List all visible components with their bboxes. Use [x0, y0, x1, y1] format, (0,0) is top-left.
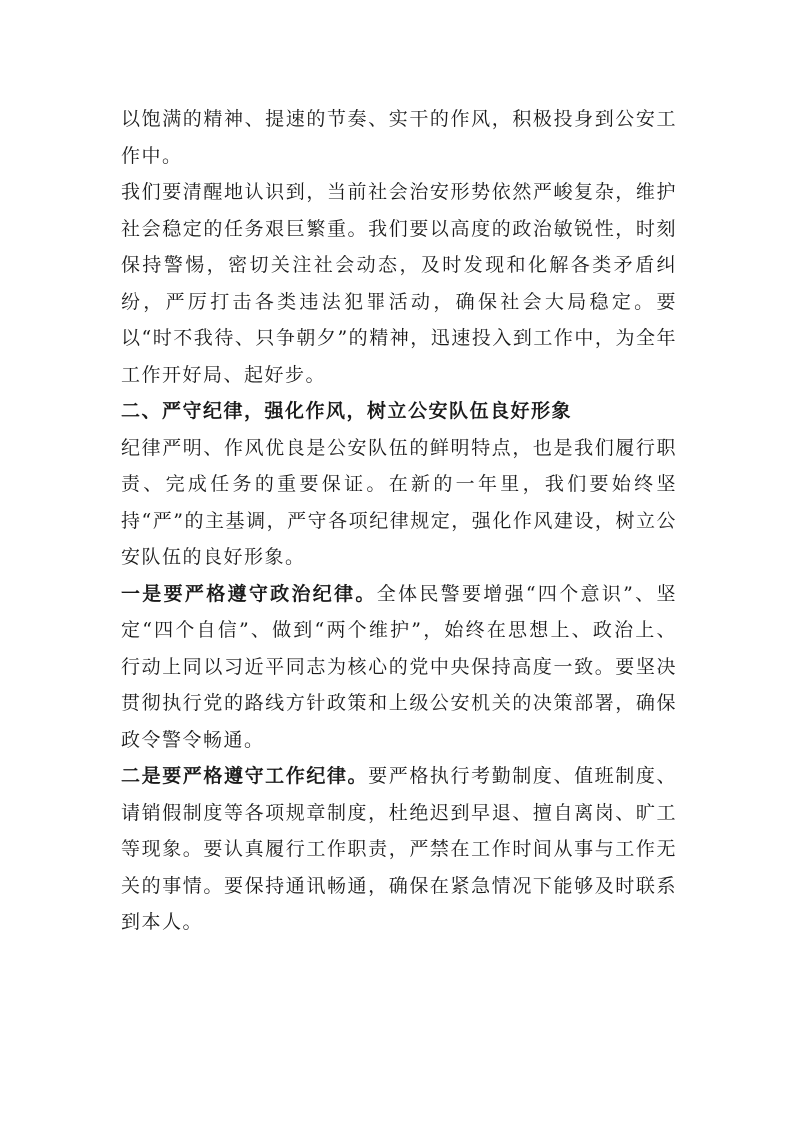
paragraph-5-body: 要严格执行考勤制度、值班制度、请销假制度等各项规章制度，杜绝迟到早退、擅自离岗、旷工等现象。要认真履行工作职责，严禁在工作时间从事与工作无关的事情。要保持通讯畅通，确保在紧急情况下能够及时联系到本人。 — [121, 765, 677, 933]
paragraph-4-body: 全体民警要增强“四个意识”、坚定“四个自信”、做到“两个维护”，始终在思想上、政治上、行动上同以习近平同志为核心的党中央保持高度一致。要坚决贯彻执行党的路线方针政策和上级公安机关的决策部署，确保政令警令畅通。 — [121, 582, 677, 751]
paragraph-4-lead: 一是要严格遵守政治纪律。 — [121, 582, 377, 605]
paragraph-1: 以饱满的精神、提速的节奏、实干的作风，积极投身到公安工作中。 — [121, 108, 677, 167]
paragraph-3: 纪律严明、作风优良是公安队伍的鲜明特点，也是我们履行职责、完成任务的重要保证。在新的一年里，我们要始终坚持“严”的主基调，严守各项纪律规定，强化作风建设，树立公安队伍的良好形象。 — [121, 436, 677, 568]
paragraph-2: 我们要清醒地认识到，当前社会治安形势依然严峻复杂，维护社会稳定的任务艰巨繁重。我们要以高度的政治敏锐性，时刻保持警惕，密切关注社会动态，及时发现和化解各类矛盾纠纷，严厉打击各类违法犯罪活动，确保社会大局稳定。要以“时不我待、只争朝夕”的精神，迅速投入到工作中，为全年工作开好局、起好步。 — [121, 181, 677, 386]
paragraph-5 — [121, 758, 677, 941]
document-page — [121, 101, 677, 941]
paragraph-5-lead: 二是要严格遵守工作纪律。 — [121, 765, 369, 787]
section-heading-2: 二、严守纪律，强化作风，树立公安队伍良好形象 — [121, 400, 573, 422]
paragraph-4 — [121, 576, 677, 759]
